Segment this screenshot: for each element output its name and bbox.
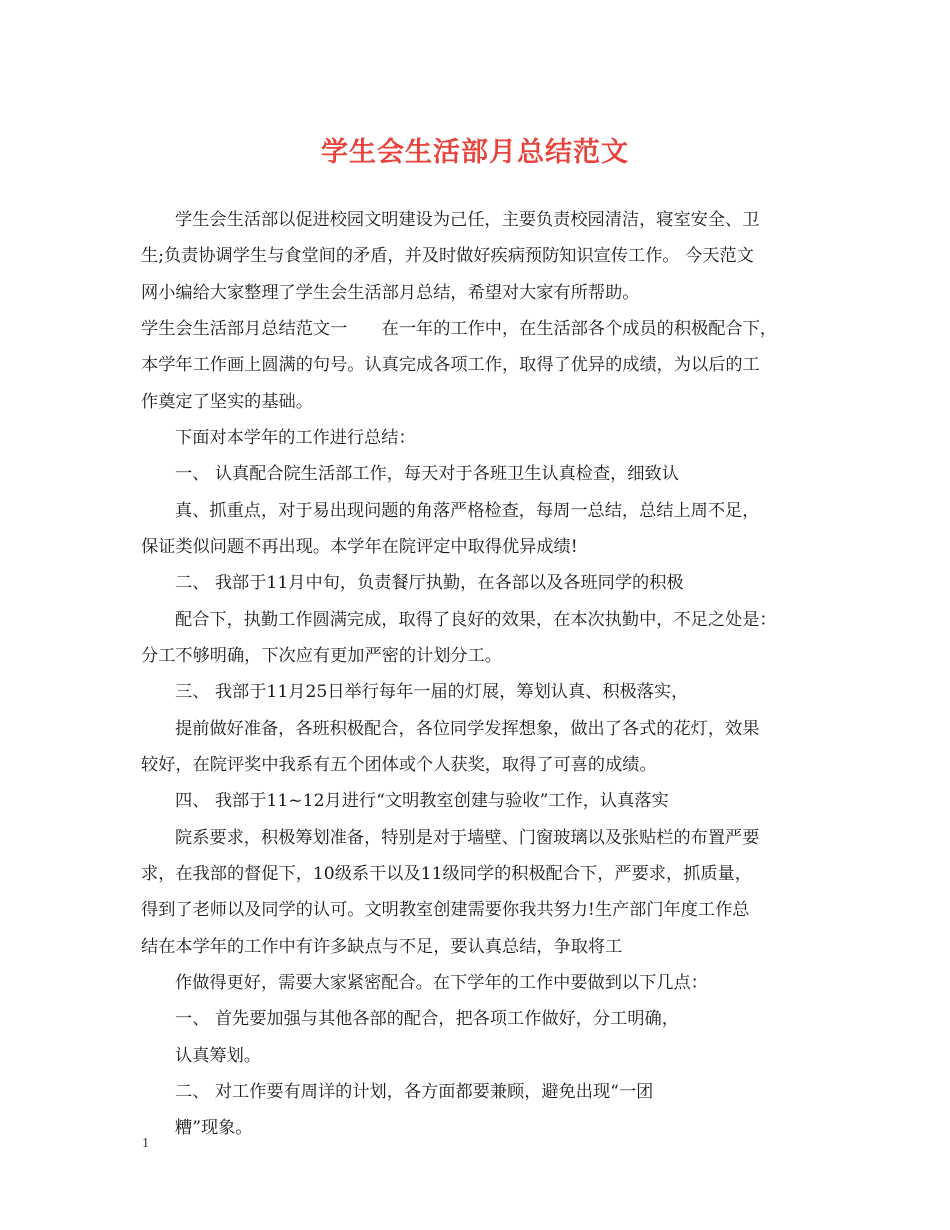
body-line: 配合下，执勤工作圆满完成，取得了良好的效果，在本次执勤中，不足之处是：	[175, 610, 777, 630]
body-line: 较好，在院评奖中我系有五个团体或个人获奖，取得了可喜的成绩。	[141, 755, 657, 775]
body-line: 三、 我部于11月25日举行每年一届的灯展，筹划认真、积极落实，	[175, 682, 689, 702]
body-line: 二、 对工作要有周详的计划，各方面都要兼顾，避免出现“一团	[175, 1082, 654, 1102]
body-line: 作做得更好，需要大家紧密配合。在下学年的工作中要做到以下几点：	[175, 973, 708, 993]
body-line: 糟”现象。	[175, 1118, 253, 1138]
body-line: 下面对本学年的工作进行总结：	[175, 428, 416, 448]
body-line: 分工不够明确，下次应有更加严密的计划分工。	[141, 646, 502, 666]
body-line: 提前做好准备，各班积极配合，各位同学发挥想象，做出了各式的花灯，效果	[175, 719, 760, 739]
body-line: 网小编给大家整理了学生会生活部月总结，希望对大家有所帮助。	[141, 283, 640, 303]
body-line: 求，在我部的督促下，10级系干以及11级同学的积极配合下，严要求，抓质量，	[141, 864, 752, 884]
body-line: 一、 认真配合院生活部工作，每天对于各班卫生认真检查，细致认	[175, 464, 679, 484]
body-line: 真、抓重点，对于易出现问题的角落严格检查，每周一总结，总结上周不足，	[175, 501, 760, 521]
body-line: 本学年工作画上圆满的句号。认真完成各项工作，取得了优异的成绩，为以后的工	[141, 355, 760, 375]
body-line: 一、 首先要加强与其他各部的配合，把各项工作做好，分工明确，	[175, 1009, 679, 1029]
body-line: 二、 我部于11月中旬，负责餐厅执勤，在各部以及各班同学的积极	[175, 573, 684, 593]
body-line: 结在本学年的工作中有许多缺点与不足，要认真总结，争取将工	[141, 937, 623, 957]
body-line: 四、 我部于11~12月进行“文明教室创建与验收”工作，认真落实	[175, 791, 669, 811]
body-line: 学生会生活部月总结范文一 在一年的工作中，在生活部各个成员的积极配合下，	[141, 319, 777, 339]
body-line: 生;负责协调学生与食堂间的矛盾，并及时做好疾病预防知识宣传工作。 今天范文	[141, 246, 754, 266]
body-line: 得到了老师以及同学的认可。文明教室创建需要你我共努力!生产部门年度工作总	[141, 900, 750, 920]
body-line: 院系要求，积极筹划准备，特别是对于墙壁、门窗玻璃以及张贴栏的布置严要	[175, 828, 760, 848]
page-number: 1	[142, 1136, 149, 1151]
body-line: 作奠定了坚实的基础。	[141, 392, 313, 412]
document-title: 学生会生活部月总结范文	[321, 137, 629, 168]
body-line: 认真筹划。	[175, 1046, 261, 1066]
body-line: 学生会生活部以促进校园文明建设为己任，主要负责校园清洁，寝室安全、卫	[175, 210, 760, 230]
body-line: 保证类似问题不再出现。本学年在院评定中取得优异成绩!	[141, 537, 578, 557]
